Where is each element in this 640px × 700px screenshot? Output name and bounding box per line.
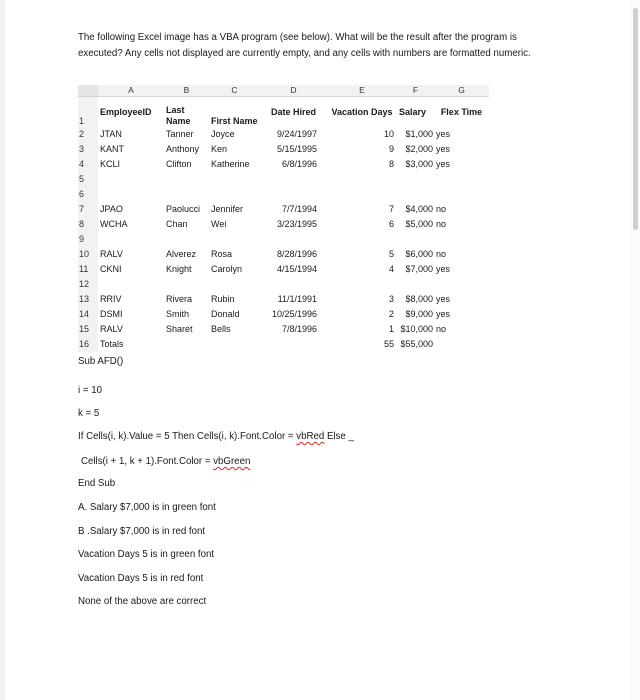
- cell-first-name: Donald: [211, 309, 240, 319]
- cell-salary: $3,000: [405, 159, 433, 169]
- cell-vacation-days: [327, 277, 397, 292]
- cell-employee-id: [98, 187, 164, 202]
- cell-date-hired: 7/8/1996: [281, 324, 317, 334]
- cell-employee-id: KANT: [100, 144, 125, 154]
- cell-flex-time: [434, 187, 489, 202]
- vertical-scrollbar[interactable]: [630, 0, 640, 700]
- cell-employee-id: DSMI: [100, 309, 123, 319]
- code-sub-line: Sub AFD(): [78, 356, 124, 367]
- cell-salary: $8,000: [405, 294, 433, 304]
- cell-vacation-days: 55: [383, 339, 394, 349]
- row-number: 6: [78, 187, 98, 202]
- header-first-name: First Name: [211, 116, 258, 126]
- cell-last-name: Clifton: [166, 159, 192, 169]
- cell-last-name: [164, 337, 209, 352]
- row-number: 12: [78, 277, 98, 292]
- row-number: 9: [78, 232, 98, 247]
- cell-date-hired: 10/25/1996: [271, 309, 317, 319]
- header-last-name: Last Name: [166, 105, 191, 126]
- select-all-corner: [78, 85, 98, 97]
- cell-salary: $1,000: [405, 129, 433, 139]
- cell-last-name: [164, 172, 209, 187]
- cell-salary: [397, 187, 434, 202]
- cell-first-name: Bells: [211, 324, 231, 334]
- cell-vacation-days: 8: [388, 159, 394, 169]
- column-letter-a: A: [98, 85, 164, 97]
- code-else-line: Cells(i + 1, k + 1).Font.Color = vbGreen: [81, 456, 251, 467]
- cell-salary: $2,000: [405, 144, 433, 154]
- header-employee-id: EmployeeID: [100, 106, 152, 117]
- cell-date-hired: [260, 232, 327, 247]
- answer-option: B .Salary $7,000 is in red font: [78, 526, 206, 537]
- cell-salary: $5,000: [405, 219, 433, 229]
- column-header-row: [78, 85, 489, 97]
- cell-last-name: [164, 232, 209, 247]
- cell-employee-id: [98, 172, 164, 187]
- sheet-row: [78, 217, 489, 232]
- cell-last-name: Smith: [166, 309, 190, 319]
- row-number: 1: [78, 97, 98, 128]
- code-end-sub: End Sub: [78, 478, 116, 489]
- column-letter-e: E: [327, 85, 397, 97]
- cell-last-name: [164, 187, 209, 202]
- header-date-hired: Date Hired: [270, 106, 316, 117]
- cell-salary: $55,000: [400, 339, 433, 349]
- cell-flex-time: yes: [436, 159, 451, 169]
- cell-flex-time: no: [436, 324, 447, 334]
- answer-option: Vacation Days 5 is in red font: [78, 573, 204, 584]
- cell-first-name: Jennifer: [211, 204, 244, 214]
- cell-vacation-days: [327, 187, 397, 202]
- cell-date-hired: [260, 337, 327, 352]
- cell-first-name: Carolyn: [211, 264, 243, 274]
- row-number: 8: [78, 217, 98, 232]
- cell-vacation-days: 3: [388, 294, 394, 304]
- answer-option: Vacation Days 5 is in green font: [78, 549, 215, 560]
- row-number: 2: [78, 127, 98, 142]
- cell-flex-time: [434, 172, 489, 187]
- cell-flex-time: yes: [436, 264, 451, 274]
- cell-employee-id: JTAN: [100, 129, 122, 139]
- cell-last-name: Chan: [166, 219, 188, 229]
- cell-first-name: [209, 187, 260, 202]
- sheet-row: [78, 262, 489, 277]
- cell-first-name: Rosa: [211, 249, 233, 259]
- sheet-row: [78, 172, 489, 187]
- cell-last-name: Paolucci: [166, 204, 201, 214]
- cell-employee-id: JPAO: [100, 204, 123, 214]
- question-text: The following Excel image has a VBA program (see below). What will be the result after the program is executed? Any cells not displayed are currently empty, and any cells with numbers are formatted numeric.: [78, 32, 531, 59]
- cell-employee-id: KCLI: [100, 159, 121, 169]
- cell-last-name: Alverez: [166, 249, 197, 259]
- cell-date-hired: [260, 187, 327, 202]
- cell-employee-id: Totals: [100, 339, 124, 349]
- cell-vacation-days: 1: [388, 324, 394, 334]
- cell-date-hired: 6/8/1996: [281, 159, 317, 169]
- sheet-row: [78, 337, 489, 352]
- cell-vacation-days: 4: [388, 264, 394, 274]
- code-k-assign: k = 5: [78, 408, 100, 419]
- cell-vacation-days: 5: [388, 249, 394, 259]
- cell-flex-time: no: [436, 249, 447, 259]
- row-number: 10: [78, 247, 98, 262]
- cell-vacation-days: 7: [388, 204, 394, 214]
- cell-first-name: [209, 172, 260, 187]
- row-number: 7: [78, 202, 98, 217]
- sheet-header-row: [78, 97, 489, 128]
- row-number: 5: [78, 172, 98, 187]
- cell-flex-time: yes: [436, 294, 451, 304]
- cell-first-name: [209, 277, 260, 292]
- row-number: 16: [78, 337, 98, 352]
- row-number: 15: [78, 322, 98, 337]
- cell-last-name: Sharet: [166, 324, 193, 334]
- cell-employee-id: [98, 232, 164, 247]
- cell-flex-time: yes: [436, 144, 451, 154]
- code-if-line: If Cells(i, k).Value = 5 Then Cells(i, k).Font.Color = vbRed Else _: [78, 431, 354, 442]
- cell-employee-id: RALV: [100, 249, 123, 259]
- sheet-row: [78, 247, 489, 262]
- cell-date-hired: 5/15/1995: [276, 144, 317, 154]
- cell-vacation-days: 2: [388, 309, 394, 319]
- row-number: 4: [78, 157, 98, 172]
- header-flex-time: Flex Time: [440, 106, 483, 117]
- sheet-row: [78, 127, 489, 142]
- row-number: 13: [78, 292, 98, 307]
- scrollbar-thumb[interactable]: [633, 8, 638, 230]
- cell-vacation-days: 6: [388, 219, 394, 229]
- excel-sheet-image: [78, 85, 489, 352]
- cell-salary: $10,000: [400, 324, 433, 334]
- cell-salary: $4,000: [405, 204, 433, 214]
- cell-first-name: [209, 337, 260, 352]
- cell-flex-time: yes: [436, 129, 451, 139]
- sheet-row: [78, 322, 489, 337]
- cell-first-name: Rubin: [211, 294, 235, 304]
- cell-vacation-days: 9: [388, 144, 394, 154]
- answer-option: None of the above are correct: [78, 596, 207, 607]
- sheet-row: [78, 142, 489, 157]
- cell-date-hired: 8/28/1996: [276, 249, 317, 259]
- cell-first-name: [209, 232, 260, 247]
- cell-last-name: Rivera: [166, 294, 193, 304]
- cell-date-hired: 7/7/1994: [281, 204, 317, 214]
- cell-employee-id: WCHA: [100, 219, 128, 229]
- cell-flex-time: no: [436, 204, 447, 214]
- sheet-row: [78, 157, 489, 172]
- cell-employee-id: [98, 277, 164, 292]
- cell-flex-time: [434, 232, 489, 247]
- cell-last-name: Anthony: [166, 144, 200, 154]
- sheet-row: [78, 292, 489, 307]
- sheet-row: [78, 232, 489, 247]
- cell-first-name: Ken: [211, 144, 228, 154]
- cell-flex-time: [434, 277, 489, 292]
- column-letter-b: B: [164, 85, 209, 97]
- row-number: 11: [78, 262, 98, 277]
- code-i-assign: i = 10: [78, 385, 102, 396]
- cell-last-name: Knight: [166, 264, 192, 274]
- cell-salary: [397, 232, 434, 247]
- cell-date-hired: 11/1/1991: [277, 294, 317, 304]
- cell-date-hired: [260, 172, 327, 187]
- column-letter-d: D: [260, 85, 327, 97]
- cell-salary: [397, 277, 434, 292]
- cell-salary: $7,000: [405, 264, 433, 274]
- cell-salary: $6,000: [405, 249, 433, 259]
- header-salary: Salary: [399, 106, 427, 117]
- cell-last-name: [164, 277, 209, 292]
- row-number: 3: [78, 142, 98, 157]
- answer-option: A. Salary $7,000 is in green font: [78, 502, 216, 513]
- cell-first-name: Joyce: [211, 129, 235, 139]
- cell-flex-time: [434, 337, 489, 352]
- sheet-row: [78, 187, 489, 202]
- cell-date-hired: 4/15/1994: [276, 264, 317, 274]
- row-number: 14: [78, 307, 98, 322]
- cell-vacation-days: [327, 232, 397, 247]
- sheet-row: [78, 307, 489, 322]
- column-letter-g: G: [434, 85, 489, 97]
- sheet-row: [78, 277, 489, 292]
- cell-employee-id: RRIV: [100, 294, 122, 304]
- header-vacation-days: Vacation Days: [331, 106, 393, 117]
- cell-first-name: Wei: [211, 219, 227, 229]
- spellcheck-vbred: vbRed: [296, 431, 325, 442]
- column-letter-c: C: [209, 85, 260, 97]
- cell-date-hired: [260, 277, 327, 292]
- cell-vacation-days: 10: [383, 129, 394, 139]
- cell-salary: $9,000: [405, 309, 433, 319]
- cell-employee-id: CKNI: [100, 264, 122, 274]
- cell-employee-id: RALV: [100, 324, 123, 334]
- cell-last-name: Tanner: [166, 129, 194, 139]
- cell-date-hired: 3/23/1995: [276, 219, 317, 229]
- spellcheck-vbgreen: vbGreen: [213, 456, 251, 467]
- column-letter-f: F: [397, 85, 434, 97]
- cell-flex-time: no: [436, 219, 447, 229]
- cell-flex-time: yes: [436, 309, 451, 319]
- cell-salary: [397, 172, 434, 187]
- cell-first-name: Katherine: [211, 159, 250, 169]
- sheet-row: [78, 202, 489, 217]
- cell-date-hired: 9/24/1997: [276, 129, 317, 139]
- cell-vacation-days: [327, 172, 397, 187]
